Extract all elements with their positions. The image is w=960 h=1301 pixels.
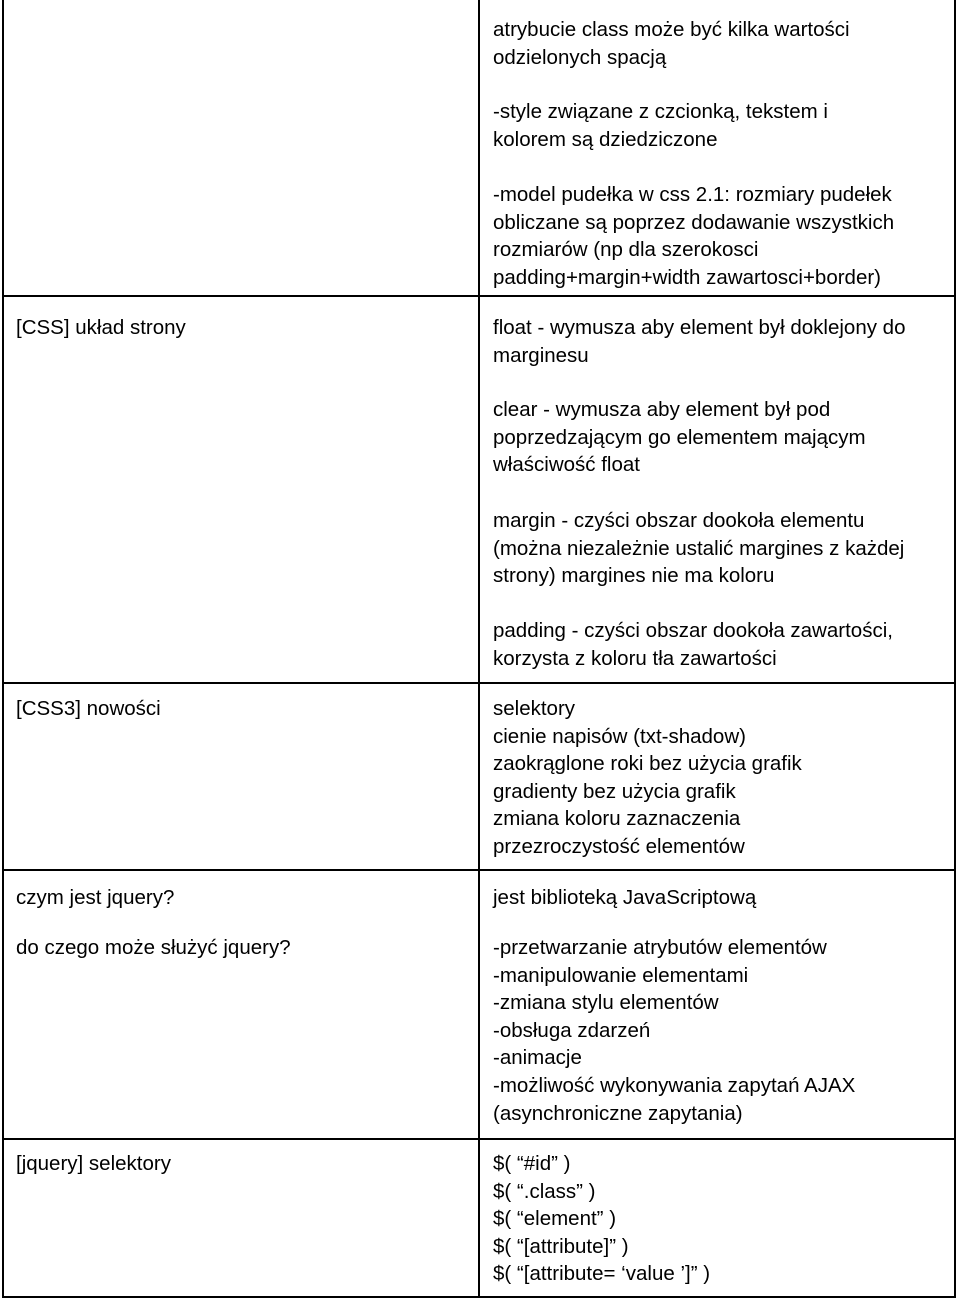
row-label-css3: [CSS3] nowości bbox=[16, 697, 161, 720]
css-paragraph-clear: clear - wymusza aby element był pod poprzedzającym go elementem mającym właściwość float bbox=[493, 398, 866, 477]
css-paragraph-padding: padding - czyści obszar dookoła zawartości, korzysta z koloru tła zawartości bbox=[493, 619, 893, 670]
jquery-uses-list: -przetwarzanie atrybutów elementów -manipulowanie elementami -zmiana stylu elementów -obsługa zdarzeń -animacje -możliwość wykonywania zapytań AJAX (asynchroniczne zapytania) bbox=[493, 936, 856, 1125]
row-divider bbox=[4, 869, 954, 871]
row-divider bbox=[4, 1138, 954, 1140]
css-paragraph-inheritance: -style związane z czcionką, tekstem i kolorem są dziedziczone bbox=[493, 100, 828, 151]
css-paragraph-margin: margin - czyści obszar dookoła elementu (można niezależnie ustalić margines z każdej strony) margines nie ma koloru bbox=[493, 509, 905, 588]
css-paragraph-float: float - wymusza aby element był doklejony do marginesu bbox=[493, 316, 906, 367]
jquery-definition: jest biblioteką JavaScriptową bbox=[493, 886, 757, 909]
css3-feature-list: selektory cienie napisów (txt-shadow) zaokrąglone roki bez użycia grafik gradienty bez użycia grafik zmiana koloru zaznaczenia przezroczystość elementów bbox=[493, 697, 802, 858]
row-label-jquery-selectors: [jquery] selektory bbox=[16, 1152, 171, 1175]
row-label-css-layout: [CSS] układ strony bbox=[16, 316, 186, 339]
row-label-jquery-uses: do czego może służyć jquery? bbox=[16, 936, 291, 959]
notes-table bbox=[2, 0, 956, 1298]
column-divider bbox=[478, 0, 480, 1296]
row-divider bbox=[4, 295, 954, 297]
row-divider bbox=[4, 682, 954, 684]
row-label-what-is-jquery: czym jest jquery? bbox=[16, 886, 175, 909]
css-paragraph-class-values: atrybucie class może być kilka wartości odzielonych spacją bbox=[493, 18, 850, 69]
css-paragraph-box-model: -model pudełka w css 2.1: rozmiary pudełek obliczane są poprzez dodawanie wszystkich rozmiarów (np dla szerokosci padding+margin+width zawartosci+border) bbox=[493, 183, 895, 289]
jquery-selectors-list: $( “#id” ) $( “.class” ) $( “element” ) $( “[attribute]” ) $( “[attribute= ‘value ’]” ) bbox=[493, 1152, 711, 1286]
